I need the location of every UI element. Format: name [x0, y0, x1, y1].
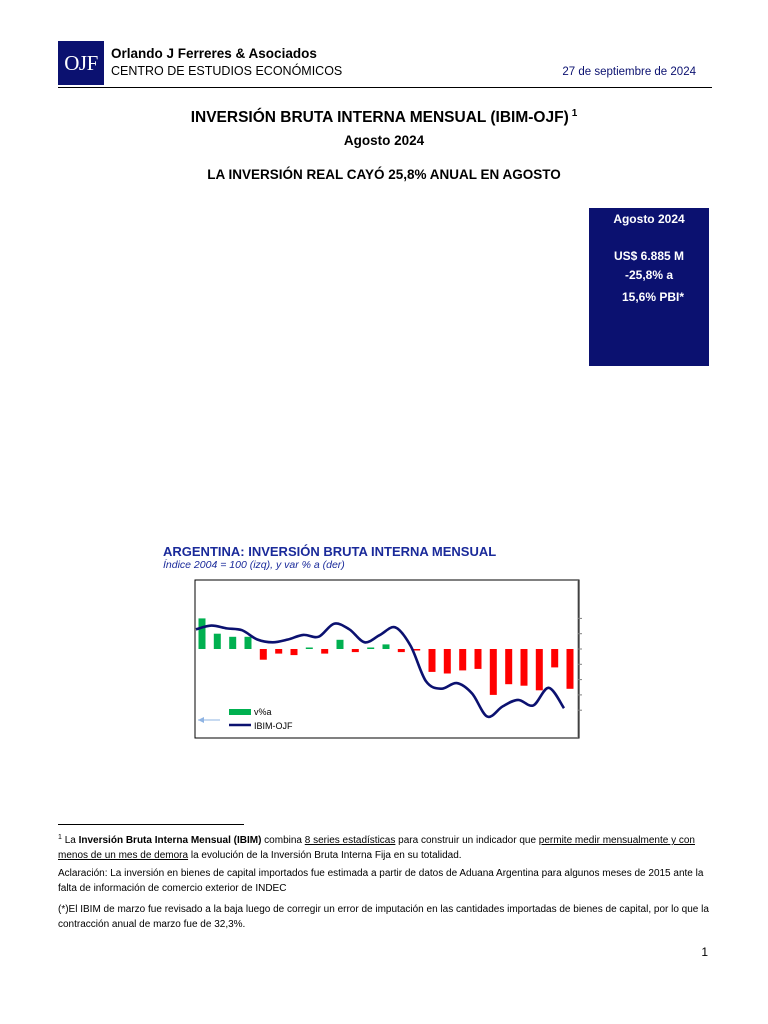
bar [444, 649, 451, 674]
bar [306, 648, 313, 650]
kpi-gdp-share: 15,6% PBI* [621, 290, 685, 304]
footnote-1-marker: 1 [58, 834, 62, 841]
bar [567, 649, 574, 689]
logo [58, 41, 104, 85]
bar [413, 649, 420, 651]
report-title [0, 108, 768, 127]
bar [199, 618, 206, 649]
headline: LA INVERSIÓN REAL CAYÓ 25,8% ANUAL EN AGOSTO [207, 167, 561, 182]
bar [337, 640, 344, 649]
bar [352, 649, 359, 652]
bar [321, 649, 328, 654]
footnote-1-claim: permite medir mensualmente y con menos de un mes de demora [58, 835, 695, 861]
legend-bar-label: v%a [254, 707, 272, 717]
logo-text: OJF [64, 50, 98, 75]
footnote-clarification: Aclaración: La inversión en bienes de capital importados fue estimada a partir de datos de Aduana Argentina para algunos meses de 2015 ante la falta de información de comercio exterior de INDEC [58, 868, 704, 894]
kpi-amount: US$ 6.885 M [613, 249, 685, 263]
kpi-period: Agosto 2024 [613, 212, 685, 226]
kpi-box [589, 208, 709, 366]
footnote-1 [58, 830, 710, 863]
bar [245, 637, 252, 649]
footnote-1-series: 8 series estadísticas [304, 835, 396, 846]
footnote-1-term: Inversión Bruta Interna Mensual (IBIM) [78, 835, 262, 846]
bar [275, 649, 282, 654]
bar [536, 649, 543, 690]
bar [459, 649, 466, 670]
footnote-1-text-g: la evolución de la Inversión Bruta Interna Fija en su totalidad. [188, 850, 462, 861]
bar [429, 649, 436, 672]
bar [214, 634, 221, 649]
firm-subtitle: CENTRO DE ESTUDIOS ECONÓMICOS [111, 64, 343, 78]
chart-subtitle: Índice 2004 = 100 (izq), y var % a (der) [163, 559, 345, 571]
footnote-1-text-c: combina [261, 835, 305, 846]
bar [490, 649, 497, 695]
bar [475, 649, 482, 669]
bar [367, 648, 374, 650]
bar [260, 649, 267, 660]
kpi-yoy: -25,8% a [624, 268, 674, 282]
firm-name: Orlando J Ferreres & Asociados [111, 46, 317, 61]
bar [398, 649, 405, 652]
header-divider [58, 87, 712, 88]
chart-title: ARGENTINA: INVERSIÓN BRUTA INTERNA MENSUAL [163, 544, 497, 559]
bar [551, 649, 558, 667]
footnote-divider [58, 824, 244, 825]
report-title-text: INVERSIÓN BRUTA INTERNA MENSUAL (IBIM-OJF) [190, 109, 569, 126]
bar [521, 649, 528, 686]
legend-line-label: IBIM-OJF [254, 721, 293, 731]
report-date: 27 de septiembre de 2024 [562, 66, 696, 78]
report-period: Agosto 2024 [343, 133, 425, 148]
legend-bar-swatch [229, 709, 251, 715]
footnote-marker: 1 [571, 108, 578, 119]
page-number: 1 [701, 945, 708, 959]
bar [229, 637, 236, 649]
footnote-1-text-e: para construir un indicador que [395, 835, 539, 846]
footnote-1-text-a: La [64, 835, 79, 846]
bar [291, 649, 298, 655]
bar [505, 649, 512, 684]
footnote-revision: (*)El IBIM de marzo fue revisado a la baja luego de corregir un error de imputación en las cantidades importadas de bienes de capital, por lo que la contracción anual de marzo fue de 32,3%. [58, 904, 709, 930]
bar [383, 644, 390, 649]
chart [160, 574, 585, 740]
